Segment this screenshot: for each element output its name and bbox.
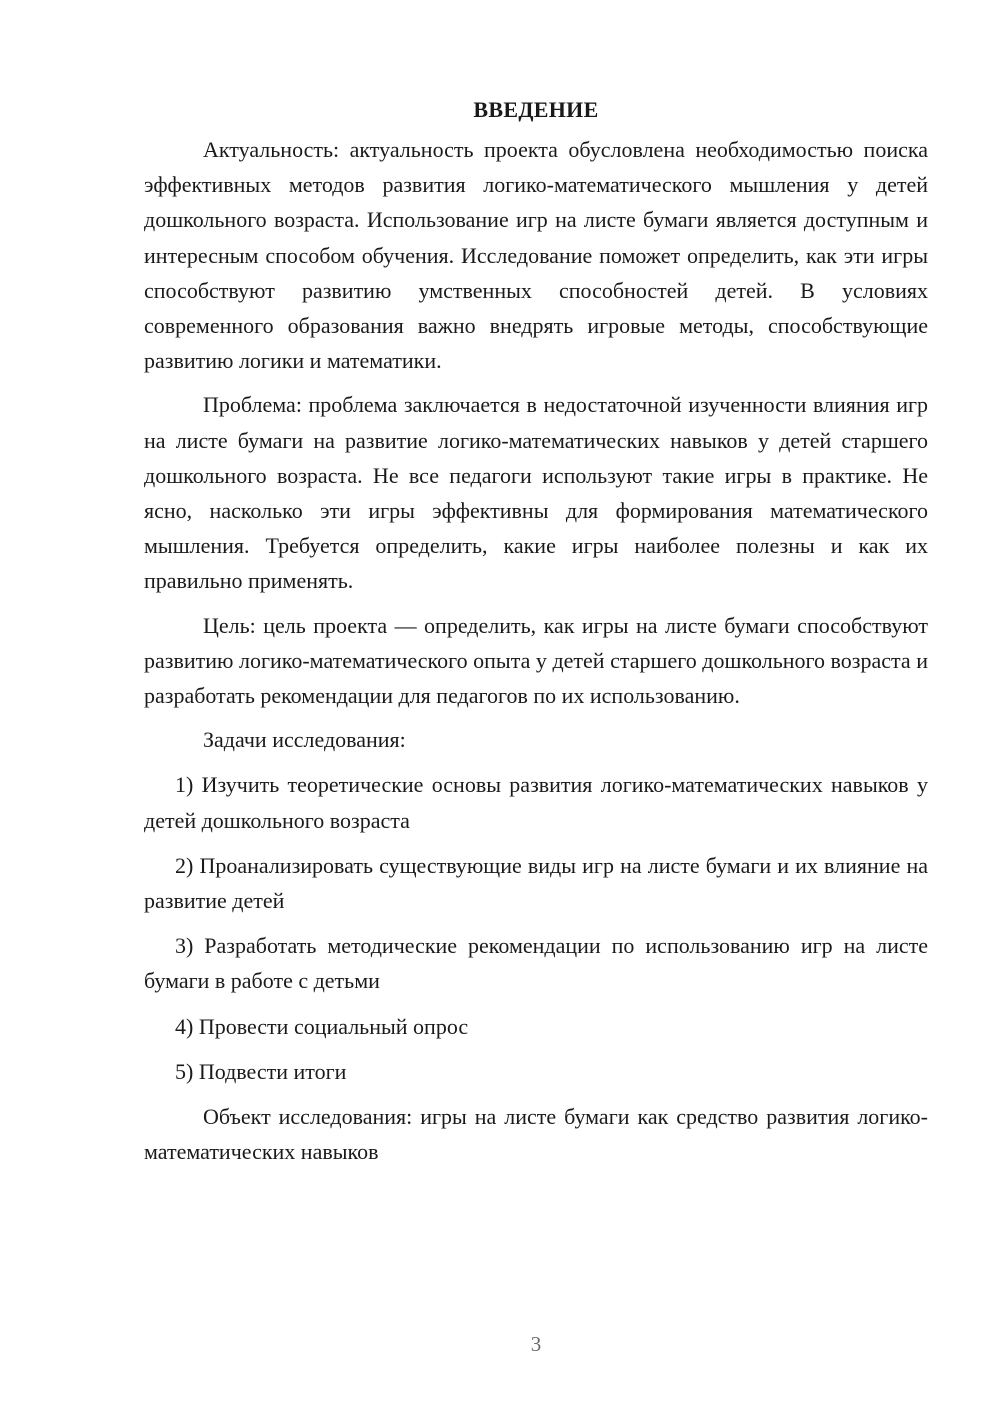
object-paragraph: Объект исследования: игры на листе бумаги как средство развития логико-математических навыков [144, 1104, 928, 1165]
task-item: 3) Разработать методические рекомендации по использованию игр на листе бумаги в работе с детьми [144, 933, 928, 994]
tasks-heading: Задачи исследования: [203, 727, 406, 753]
task-item: 4) Провести социальный опрос [175, 1013, 469, 1039]
task-item: 2) Проанализировать существующие виды игр на листе бумаги и их влияние на развитие детей [144, 852, 928, 914]
section-title: ВВЕДЕНИЕ [473, 97, 599, 122]
task-item: 5) Подвести итоги [175, 1058, 347, 1084]
problem-paragraph: Проблема: проблема заключается в недостаточной изученности влияния игр на листе бумаги на развитие логико-математических навыков у детей старшего дошкольного возраста. Не все педагоги используют такие игры в практике. Не ясно, насколько эти игры эффективны для формирования математического мышления. Требуется определить, какие игры наиболее полезны и как их правильно применять. [144, 392, 928, 594]
page-content [144, 92, 928, 1169]
page-number: 3 [530, 1332, 542, 1356]
tasks-list [144, 767, 928, 1089]
task-item: 1) Изучить теоретические основы развития логико-математических навыков у детей дошкольного возраста [144, 772, 928, 833]
goal-paragraph: Цель: цель проекта — определить, как игры на листе бумаги способствуют развитию логико-математического опыта у детей старшего дошкольного возраста и разработать рекомендации для педагогов по их использованию. [144, 612, 928, 709]
relevance-paragraph: Актуальность: актуальность проекта обусловлена необходимостью поиска эффективных методов развития логико-математического мышления у детей дошкольного возраста. Использование игр на листе бумаги является доступным и интересным способом обучения. Исследование поможет определить, как эти игры способствуют развитию умственных способностей детей. В условиях современного образования важно внедрять игровые методы, способствующие развитию логики и математики. [144, 137, 928, 374]
